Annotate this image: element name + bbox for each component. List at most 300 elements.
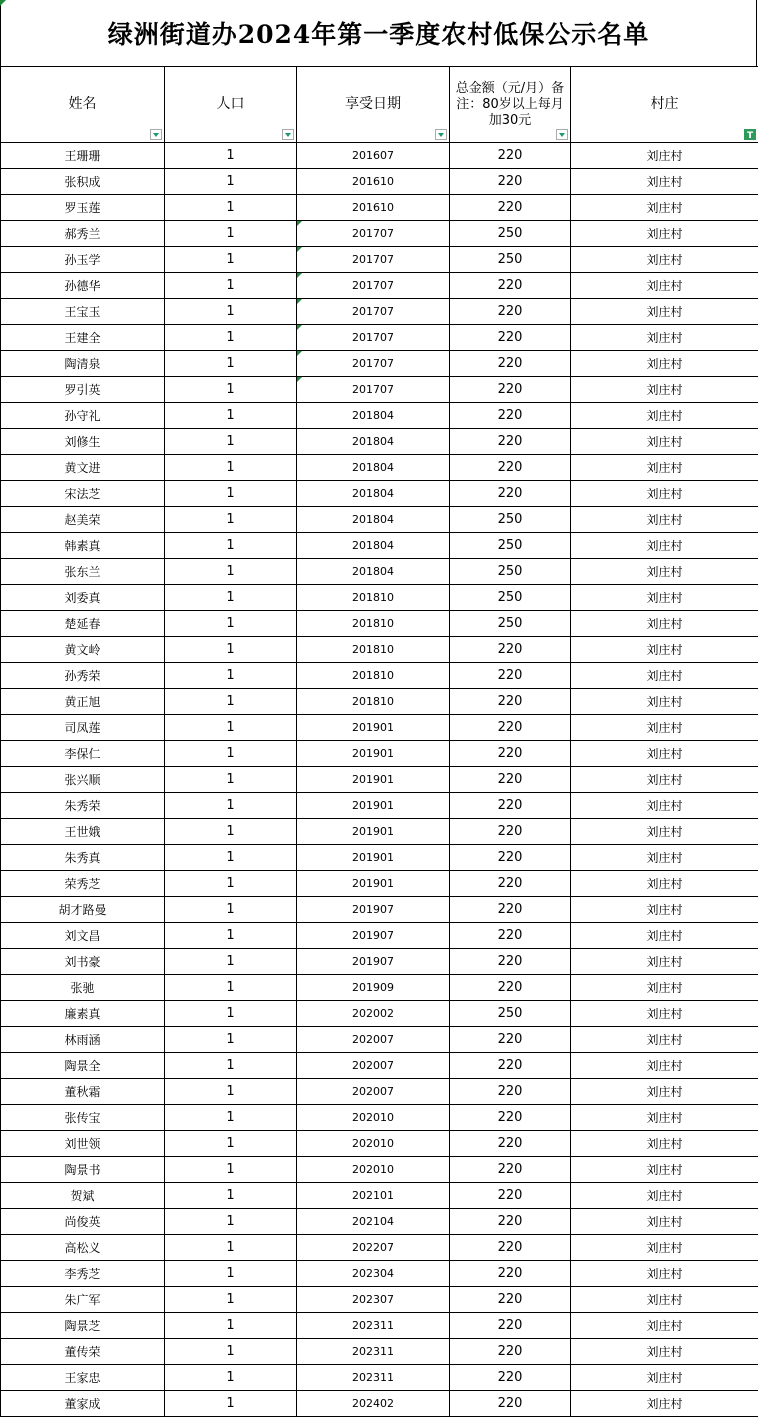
cell-population[interactable]: 1 — [165, 793, 297, 819]
filter-dropdown-icon[interactable] — [150, 129, 162, 140]
cell-amount[interactable]: 250 — [450, 611, 571, 637]
header-name[interactable] — [1, 67, 165, 143]
cell-amount[interactable]: 220 — [450, 897, 571, 923]
cell-village[interactable]: 刘庄村 — [571, 1339, 758, 1365]
header-amount[interactable] — [450, 67, 571, 143]
cell-population[interactable]: 1 — [165, 195, 297, 221]
table-row — [1, 1001, 758, 1027]
cell-population[interactable]: 1 — [165, 1131, 297, 1157]
table-row — [1, 1391, 758, 1417]
cell-amount[interactable]: 250 — [450, 559, 571, 585]
cell-date[interactable]: 202007 — [297, 1027, 450, 1053]
cell-date[interactable]: 202007 — [297, 1079, 450, 1105]
cell-village[interactable]: 刘庄村 — [571, 845, 758, 871]
table-row — [1, 481, 758, 507]
cell-name[interactable]: 楚延春 — [1, 611, 165, 637]
cell-amount[interactable]: 220 — [450, 1079, 571, 1105]
cell-name[interactable]: 罗引英 — [1, 377, 165, 403]
table-row — [1, 819, 758, 845]
table-row — [1, 1235, 758, 1261]
header-date[interactable] — [297, 67, 450, 143]
cell-population[interactable]: 1 — [165, 741, 297, 767]
cell-amount[interactable]: 220 — [450, 949, 571, 975]
table-row — [1, 195, 758, 221]
cell-population[interactable]: 1 — [165, 247, 297, 273]
cell-amount[interactable]: 220 — [450, 403, 571, 429]
cell-population[interactable]: 1 — [165, 559, 297, 585]
cell-village[interactable]: 刘庄村 — [571, 507, 758, 533]
cell-amount[interactable]: 220 — [450, 1313, 571, 1339]
cell-name[interactable]: 黄文进 — [1, 455, 165, 481]
page-title: 绿洲街道办2024年第一季度农村低保公示名单 — [107, 20, 650, 49]
cell-date[interactable]: 201804 — [297, 559, 450, 585]
cell-amount[interactable]: 220 — [450, 481, 571, 507]
cell-village[interactable]: 刘庄村 — [571, 975, 758, 1001]
cell-name[interactable]: 黄正旭 — [1, 689, 165, 715]
table-row — [1, 247, 758, 273]
cell-name[interactable]: 张兴顺 — [1, 767, 165, 793]
table-row — [1, 871, 758, 897]
cell-date[interactable]: 202104 — [297, 1209, 450, 1235]
cell-population[interactable]: 1 — [165, 1079, 297, 1105]
cell-village[interactable]: 刘庄村 — [571, 325, 758, 351]
table-body — [1, 143, 758, 1417]
table-row — [1, 689, 758, 715]
cell-name[interactable]: 王宝玉 — [1, 299, 165, 325]
table-row — [1, 1079, 758, 1105]
cell-population[interactable]: 1 — [165, 1053, 297, 1079]
cell-population[interactable]: 1 — [165, 1235, 297, 1261]
cell-name[interactable]: 胡才路曼 — [1, 897, 165, 923]
cell-date[interactable]: 201901 — [297, 871, 450, 897]
cell-village[interactable]: 刘庄村 — [571, 351, 758, 377]
filter-dropdown-icon[interactable] — [282, 129, 294, 140]
cell-date[interactable]: 201707 — [297, 351, 450, 377]
cell-population[interactable]: 1 — [165, 1313, 297, 1339]
cell-population[interactable]: 1 — [165, 689, 297, 715]
cell-village[interactable]: 刘庄村 — [571, 481, 758, 507]
cell-population[interactable]: 1 — [165, 845, 297, 871]
cell-name[interactable]: 黄文岭 — [1, 637, 165, 663]
cell-population[interactable]: 1 — [165, 871, 297, 897]
cell-amount[interactable]: 220 — [450, 1339, 571, 1365]
cell-name[interactable]: 孙守礼 — [1, 403, 165, 429]
cell-village[interactable]: 刘庄村 — [571, 1313, 758, 1339]
cell-village[interactable]: 刘庄村 — [571, 1131, 758, 1157]
cell-warning-marker-icon — [297, 221, 302, 226]
cell-name[interactable]: 刘修生 — [1, 429, 165, 455]
cell-date[interactable]: 201901 — [297, 715, 450, 741]
table-row — [1, 1183, 758, 1209]
cell-amount[interactable]: 220 — [450, 1391, 571, 1417]
filter-dropdown-icon[interactable] — [435, 129, 447, 140]
cell-village[interactable]: 刘庄村 — [571, 1001, 758, 1027]
cell-amount[interactable]: 220 — [450, 975, 571, 1001]
cell-date[interactable]: 202402 — [297, 1391, 450, 1417]
cell-village[interactable]: 刘庄村 — [571, 663, 758, 689]
cell-name[interactable]: 陶景芝 — [1, 1313, 165, 1339]
cell-village[interactable]: 刘庄村 — [571, 585, 758, 611]
cell-village[interactable]: 刘庄村 — [571, 767, 758, 793]
cell-amount[interactable]: 220 — [450, 1053, 571, 1079]
cell-population[interactable]: 1 — [165, 351, 297, 377]
cell-name[interactable]: 孙秀荣 — [1, 663, 165, 689]
cell-date[interactable]: 201707 — [297, 377, 450, 403]
cell-name[interactable]: 廉素真 — [1, 1001, 165, 1027]
cell-name[interactable]: 王世娥 — [1, 819, 165, 845]
table-row — [1, 1157, 758, 1183]
cell-name[interactable]: 张东兰 — [1, 559, 165, 585]
cell-date[interactable]: 202007 — [297, 1053, 450, 1079]
cell-village[interactable]: 刘庄村 — [571, 559, 758, 585]
cell-population[interactable]: 1 — [165, 1365, 297, 1391]
table-row — [1, 299, 758, 325]
cell-date[interactable]: 201907 — [297, 897, 450, 923]
cell-name[interactable]: 朱秀荣 — [1, 793, 165, 819]
table-row — [1, 923, 758, 949]
cell-village[interactable]: 刘庄村 — [571, 1079, 758, 1105]
cell-date[interactable]: 201901 — [297, 845, 450, 871]
cell-village[interactable]: 刘庄村 — [571, 715, 758, 741]
cell-amount[interactable]: 220 — [450, 923, 571, 949]
header-village-label: 村庄 — [650, 96, 679, 112]
cell-date[interactable]: 201607 — [297, 143, 450, 169]
table-row — [1, 351, 758, 377]
header-village[interactable] — [571, 67, 758, 143]
cell-name[interactable]: 刘书豪 — [1, 949, 165, 975]
cell-name[interactable]: 韩素真 — [1, 533, 165, 559]
cell-amount[interactable]: 220 — [450, 689, 571, 715]
cell-amount[interactable]: 220 — [450, 845, 571, 871]
cell-village[interactable]: 刘庄村 — [571, 221, 758, 247]
cell-amount[interactable]: 220 — [450, 1261, 571, 1287]
cell-date[interactable]: 202307 — [297, 1287, 450, 1313]
comment-marker-icon — [0, 0, 6, 6]
cell-date[interactable]: 201707 — [297, 299, 450, 325]
table-row — [1, 1365, 758, 1391]
cell-date[interactable]: 201707 — [297, 273, 450, 299]
cell-name[interactable]: 朱秀真 — [1, 845, 165, 871]
cell-amount[interactable]: 220 — [450, 871, 571, 897]
cell-name[interactable]: 赵美荣 — [1, 507, 165, 533]
cell-warning-marker-icon — [297, 299, 302, 304]
cell-name[interactable]: 尚俊英 — [1, 1209, 165, 1235]
cell-village[interactable]: 刘庄村 — [571, 1261, 758, 1287]
cell-date[interactable]: 201810 — [297, 663, 450, 689]
cell-date[interactable]: 202010 — [297, 1157, 450, 1183]
cell-name[interactable]: 李保仁 — [1, 741, 165, 767]
title-cell[interactable] — [0, 0, 757, 66]
cell-village[interactable]: 刘庄村 — [571, 637, 758, 663]
cell-date[interactable]: 201610 — [297, 169, 450, 195]
cell-amount[interactable]: 220 — [450, 1105, 571, 1131]
cell-warning-marker-icon — [297, 325, 302, 330]
cell-amount[interactable]: 220 — [450, 1183, 571, 1209]
cell-population[interactable]: 1 — [165, 1157, 297, 1183]
cell-population[interactable]: 1 — [165, 403, 297, 429]
cell-village[interactable]: 刘庄村 — [571, 169, 758, 195]
cell-population[interactable]: 1 — [165, 715, 297, 741]
cell-date[interactable]: 201804 — [297, 507, 450, 533]
cell-amount[interactable]: 220 — [450, 169, 571, 195]
cell-population[interactable]: 1 — [165, 169, 297, 195]
cell-population[interactable]: 1 — [165, 949, 297, 975]
cell-date[interactable]: 201804 — [297, 403, 450, 429]
cell-population[interactable]: 1 — [165, 325, 297, 351]
cell-amount[interactable]: 220 — [450, 455, 571, 481]
cell-name[interactable]: 朱广军 — [1, 1287, 165, 1313]
cell-name[interactable]: 司凤莲 — [1, 715, 165, 741]
cell-population[interactable]: 1 — [165, 1209, 297, 1235]
cell-population[interactable]: 1 — [165, 1261, 297, 1287]
cell-date[interactable]: 201909 — [297, 975, 450, 1001]
cell-date[interactable]: 202002 — [297, 1001, 450, 1027]
cell-amount[interactable]: 220 — [450, 767, 571, 793]
cell-village[interactable]: 刘庄村 — [571, 689, 758, 715]
cell-population[interactable]: 1 — [165, 507, 297, 533]
cell-population[interactable]: 1 — [165, 1339, 297, 1365]
table-row — [1, 741, 758, 767]
cell-amount[interactable]: 220 — [450, 325, 571, 351]
table-row — [1, 1287, 758, 1313]
cell-name[interactable]: 孙玉学 — [1, 247, 165, 273]
cell-village[interactable]: 刘庄村 — [571, 429, 758, 455]
cell-population[interactable]: 1 — [165, 1287, 297, 1313]
header-population[interactable] — [165, 67, 297, 143]
cell-amount[interactable]: 220 — [450, 741, 571, 767]
cell-amount[interactable]: 250 — [450, 585, 571, 611]
cell-population[interactable]: 1 — [165, 1105, 297, 1131]
cell-date[interactable]: 202010 — [297, 1131, 450, 1157]
cell-population[interactable]: 1 — [165, 143, 297, 169]
cell-village[interactable]: 刘庄村 — [571, 1365, 758, 1391]
cell-date[interactable]: 202207 — [297, 1235, 450, 1261]
cell-population[interactable]: 1 — [165, 923, 297, 949]
cell-village[interactable]: 刘庄村 — [571, 793, 758, 819]
cell-name[interactable]: 林雨涵 — [1, 1027, 165, 1053]
cell-date[interactable]: 201810 — [297, 611, 450, 637]
cell-name[interactable]: 王建全 — [1, 325, 165, 351]
cell-name[interactable]: 王家忠 — [1, 1365, 165, 1391]
cell-population[interactable]: 1 — [165, 897, 297, 923]
cell-date[interactable]: 201707 — [297, 221, 450, 247]
filter-dropdown-icon[interactable] — [556, 129, 568, 140]
cell-name[interactable]: 董传荣 — [1, 1339, 165, 1365]
table-row — [1, 637, 758, 663]
cell-amount[interactable]: 220 — [450, 1287, 571, 1313]
cell-population[interactable]: 1 — [165, 637, 297, 663]
cell-village[interactable]: 刘庄村 — [571, 1157, 758, 1183]
cell-village[interactable]: 刘庄村 — [571, 455, 758, 481]
cell-amount[interactable]: 220 — [450, 1365, 571, 1391]
cell-population[interactable]: 1 — [165, 221, 297, 247]
cell-warning-marker-icon — [297, 273, 302, 278]
cell-village[interactable]: 刘庄村 — [571, 247, 758, 273]
cell-date[interactable]: 201810 — [297, 585, 450, 611]
table-row — [1, 377, 758, 403]
cell-amount[interactable]: 220 — [450, 1209, 571, 1235]
cell-village[interactable]: 刘庄村 — [571, 819, 758, 845]
cell-date[interactable]: 202311 — [297, 1339, 450, 1365]
cell-name[interactable]: 贺斌 — [1, 1183, 165, 1209]
table-row — [1, 169, 758, 195]
cell-name[interactable]: 张传宝 — [1, 1105, 165, 1131]
cell-amount[interactable]: 250 — [450, 221, 571, 247]
cell-date[interactable]: 201901 — [297, 793, 450, 819]
cell-amount[interactable]: 220 — [450, 819, 571, 845]
cell-village[interactable]: 刘庄村 — [571, 949, 758, 975]
cell-amount[interactable]: 220 — [450, 351, 571, 377]
cell-amount[interactable]: 250 — [450, 533, 571, 559]
cell-village[interactable]: 刘庄村 — [571, 1235, 758, 1261]
cell-name[interactable]: 张驰 — [1, 975, 165, 1001]
cell-village[interactable]: 刘庄村 — [571, 1391, 758, 1417]
table-row — [1, 403, 758, 429]
cell-name[interactable]: 宋法芝 — [1, 481, 165, 507]
cell-date[interactable]: 201804 — [297, 533, 450, 559]
cell-date[interactable]: 201610 — [297, 195, 450, 221]
cell-population[interactable]: 1 — [165, 377, 297, 403]
table-row — [1, 585, 758, 611]
cell-date[interactable]: 201907 — [297, 923, 450, 949]
cell-name[interactable]: 荣秀芝 — [1, 871, 165, 897]
cell-amount[interactable]: 220 — [450, 1027, 571, 1053]
table-row — [1, 949, 758, 975]
filter-active-icon[interactable] — [744, 129, 756, 140]
cell-name[interactable]: 王珊珊 — [1, 143, 165, 169]
cell-population[interactable]: 1 — [165, 611, 297, 637]
table-row — [1, 1053, 758, 1079]
cell-amount[interactable]: 220 — [450, 793, 571, 819]
table-row — [1, 273, 758, 299]
cell-name[interactable]: 李秀芝 — [1, 1261, 165, 1287]
cell-population[interactable]: 1 — [165, 767, 297, 793]
cell-name[interactable]: 董家成 — [1, 1391, 165, 1417]
cell-date[interactable]: 201810 — [297, 689, 450, 715]
cell-population[interactable]: 1 — [165, 1391, 297, 1417]
cell-date[interactable]: 202311 — [297, 1313, 450, 1339]
cell-village[interactable]: 刘庄村 — [571, 897, 758, 923]
cell-population[interactable]: 1 — [165, 1027, 297, 1053]
table-row — [1, 143, 758, 169]
cell-amount[interactable]: 220 — [450, 377, 571, 403]
cell-population[interactable]: 1 — [165, 1183, 297, 1209]
cell-village[interactable]: 刘庄村 — [571, 143, 758, 169]
cell-name[interactable]: 张积成 — [1, 169, 165, 195]
cell-village[interactable]: 刘庄村 — [571, 871, 758, 897]
cell-amount[interactable]: 220 — [450, 143, 571, 169]
cell-date[interactable]: 201804 — [297, 481, 450, 507]
cell-village[interactable]: 刘庄村 — [571, 299, 758, 325]
cell-name[interactable]: 高松义 — [1, 1235, 165, 1261]
cell-name[interactable]: 陶清泉 — [1, 351, 165, 377]
cell-population[interactable]: 1 — [165, 663, 297, 689]
cell-name[interactable]: 刘委真 — [1, 585, 165, 611]
cell-name[interactable]: 孙德华 — [1, 273, 165, 299]
cell-village[interactable]: 刘庄村 — [571, 1053, 758, 1079]
cell-amount[interactable]: 250 — [450, 1001, 571, 1027]
cell-village[interactable]: 刘庄村 — [571, 1027, 758, 1053]
table-row — [1, 975, 758, 1001]
table-row — [1, 1105, 758, 1131]
cell-population[interactable]: 1 — [165, 481, 297, 507]
cell-date[interactable]: 201707 — [297, 325, 450, 351]
cell-date[interactable]: 202101 — [297, 1183, 450, 1209]
cell-name[interactable]: 罗玉莲 — [1, 195, 165, 221]
cell-village[interactable]: 刘庄村 — [571, 533, 758, 559]
header-name-label: 姓名 — [68, 96, 97, 112]
cell-village[interactable]: 刘庄村 — [571, 923, 758, 949]
cell-amount[interactable]: 220 — [450, 1235, 571, 1261]
cell-date[interactable]: 201907 — [297, 949, 450, 975]
cell-population[interactable]: 1 — [165, 975, 297, 1001]
table-row — [1, 429, 758, 455]
cell-name[interactable]: 刘世领 — [1, 1131, 165, 1157]
cell-date[interactable]: 201901 — [297, 819, 450, 845]
cell-amount[interactable]: 250 — [450, 507, 571, 533]
cell-amount[interactable]: 220 — [450, 299, 571, 325]
cell-population[interactable]: 1 — [165, 1001, 297, 1027]
cell-amount[interactable]: 220 — [450, 273, 571, 299]
cell-date[interactable]: 201804 — [297, 429, 450, 455]
cell-village[interactable]: 刘庄村 — [571, 195, 758, 221]
cell-name[interactable]: 陶景书 — [1, 1157, 165, 1183]
cell-village[interactable]: 刘庄村 — [571, 741, 758, 767]
cell-village[interactable]: 刘庄村 — [571, 611, 758, 637]
cell-village[interactable]: 刘庄村 — [571, 1183, 758, 1209]
cell-amount[interactable]: 220 — [450, 1157, 571, 1183]
cell-population[interactable]: 1 — [165, 429, 297, 455]
cell-date[interactable]: 201804 — [297, 455, 450, 481]
cell-amount[interactable]: 220 — [450, 637, 571, 663]
cell-population[interactable]: 1 — [165, 299, 297, 325]
cell-amount[interactable]: 220 — [450, 429, 571, 455]
cell-population[interactable]: 1 — [165, 533, 297, 559]
cell-amount[interactable]: 220 — [450, 715, 571, 741]
cell-village[interactable]: 刘庄村 — [571, 1209, 758, 1235]
cell-village[interactable]: 刘庄村 — [571, 1105, 758, 1131]
cell-population[interactable]: 1 — [165, 819, 297, 845]
table-row — [1, 507, 758, 533]
cell-date[interactable]: 202010 — [297, 1105, 450, 1131]
cell-name[interactable]: 董秋霜 — [1, 1079, 165, 1105]
cell-village[interactable]: 刘庄村 — [571, 1287, 758, 1313]
cell-population[interactable]: 1 — [165, 455, 297, 481]
cell-population[interactable]: 1 — [165, 273, 297, 299]
cell-date[interactable]: 202311 — [297, 1365, 450, 1391]
cell-date[interactable]: 201901 — [297, 767, 450, 793]
cell-name[interactable]: 陶景全 — [1, 1053, 165, 1079]
cell-amount[interactable]: 220 — [450, 195, 571, 221]
table-row — [1, 1339, 758, 1365]
cell-name[interactable]: 郝秀兰 — [1, 221, 165, 247]
cell-date[interactable]: 201901 — [297, 741, 450, 767]
cell-amount[interactable]: 250 — [450, 247, 571, 273]
cell-date[interactable]: 201810 — [297, 637, 450, 663]
cell-population[interactable]: 1 — [165, 585, 297, 611]
cell-village[interactable]: 刘庄村 — [571, 403, 758, 429]
table-row — [1, 325, 758, 351]
cell-date[interactable]: 201707 — [297, 247, 450, 273]
cell-date[interactable]: 202304 — [297, 1261, 450, 1287]
cell-name[interactable]: 刘文昌 — [1, 923, 165, 949]
cell-amount[interactable]: 220 — [450, 1131, 571, 1157]
cell-village[interactable]: 刘庄村 — [571, 273, 758, 299]
table-row — [1, 1131, 758, 1157]
cell-amount[interactable]: 220 — [450, 663, 571, 689]
cell-village[interactable]: 刘庄村 — [571, 377, 758, 403]
header-date-label: 享受日期 — [345, 96, 401, 112]
